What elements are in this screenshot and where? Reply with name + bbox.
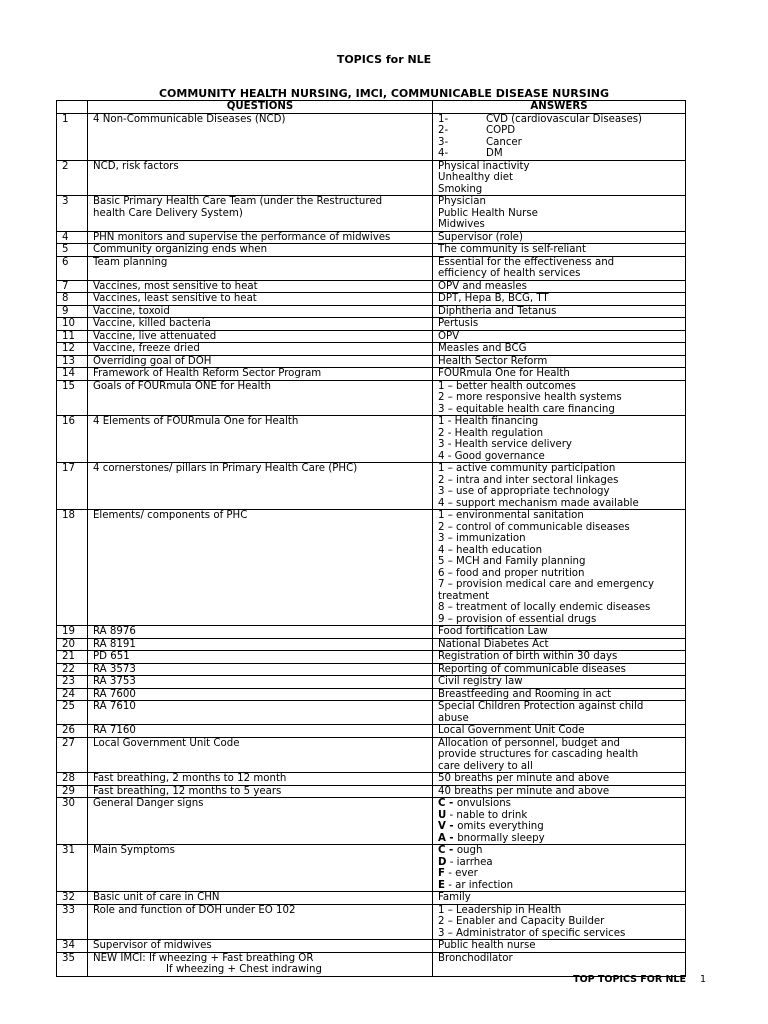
table-row xyxy=(57,510,686,626)
question-cell xyxy=(88,463,433,510)
answer-line: Public health nurse xyxy=(438,940,536,951)
section-title: COMMUNITY HEALTH NURSING, IMCI, COMMUNICABLE DISEASE NURSING xyxy=(158,87,610,100)
page-footer xyxy=(573,974,706,985)
question-line: Team planning xyxy=(93,256,168,268)
question-line: 4 cornerstones/ pillars in Primary Health Care (PHC) xyxy=(93,463,358,474)
table-row xyxy=(57,368,686,381)
answer-line: FOURmula One for Health xyxy=(438,368,570,379)
answer-line: Registration of birth within 30 days xyxy=(438,651,618,662)
answer-line: 8 – treatment of locally endemic diseases xyxy=(438,602,651,613)
question-cell xyxy=(88,651,433,664)
question-line: Local Government Unit Code xyxy=(93,737,240,749)
question-line: Basic unit of care in CHN xyxy=(93,892,220,903)
mnemonic-letter: E xyxy=(438,879,445,891)
table-row xyxy=(57,663,686,676)
question-cell xyxy=(88,773,433,786)
question-cell xyxy=(88,380,433,416)
answer-line: 7 – provision medical care and emergency xyxy=(438,579,655,590)
row-number: 8 xyxy=(57,293,88,306)
question-cell xyxy=(88,318,433,331)
question-line: PD 651 xyxy=(93,651,130,662)
question-line: Vaccines, least sensitive to heat xyxy=(93,293,257,304)
answer-line: Unhealthy diet xyxy=(438,172,513,183)
answer-cell xyxy=(433,676,686,689)
mnemonic-rest: onvulsions xyxy=(456,798,511,809)
answer-cell xyxy=(433,892,686,905)
table-row xyxy=(57,676,686,689)
question-line: RA 7160 xyxy=(93,725,136,736)
answer-line: Physical inactivity xyxy=(438,160,530,172)
row-number: 34 xyxy=(57,940,88,953)
question-line: RA 3753 xyxy=(93,676,136,687)
table-row xyxy=(57,626,686,639)
table-row xyxy=(57,892,686,905)
row-number: 27 xyxy=(57,737,88,773)
question-line: RA 8191 xyxy=(93,638,136,650)
answer-line xyxy=(438,114,685,126)
answer-line: 1 - Health financing xyxy=(438,416,539,427)
answer-line: Allocation of personnel, budget and xyxy=(438,737,620,749)
table-row xyxy=(57,280,686,293)
table-row xyxy=(57,293,686,306)
question-line: Community organizing ends when xyxy=(93,244,268,255)
question-cell xyxy=(88,343,433,356)
question-line: RA 7600 xyxy=(93,688,136,700)
table-row xyxy=(57,343,686,356)
row-number: 16 xyxy=(57,416,88,463)
answer-line xyxy=(438,880,685,892)
question-line: 4 Non-Communicable Diseases (NCD) xyxy=(93,113,286,125)
question-cell xyxy=(88,256,433,280)
answer-cell xyxy=(433,463,686,510)
mnemonic-letter: D xyxy=(438,856,447,868)
table-row xyxy=(57,416,686,463)
question-cell xyxy=(88,244,433,257)
mnemonic-rest: - ar infection xyxy=(444,879,514,891)
answer-line: 50 breaths per minute and above xyxy=(438,773,610,784)
question-line: Vaccines, most sensitive to heat xyxy=(93,280,258,292)
question-cell xyxy=(88,638,433,651)
question-cell xyxy=(88,355,433,368)
answer-line: provide structures for cascading health xyxy=(438,749,639,760)
answer-line: 4 – health education xyxy=(438,544,543,556)
question-line: Supervisor of midwives xyxy=(93,940,212,951)
question-line: 4 Elements of FOURmula One for Health xyxy=(93,416,299,427)
row-number: 18 xyxy=(57,510,88,626)
footer-text: TOP TOPICS FOR NLE xyxy=(573,974,686,985)
answer-line xyxy=(438,821,685,833)
row-number: 11 xyxy=(57,330,88,343)
answer-line: Midwives xyxy=(438,219,485,230)
row-number: 13 xyxy=(57,355,88,368)
row-number: 29 xyxy=(57,785,88,798)
table-row xyxy=(57,380,686,416)
row-number: 33 xyxy=(57,904,88,940)
row-number: 21 xyxy=(57,651,88,664)
answer-line: Supervisor (role) xyxy=(438,231,523,243)
mnemonic-letter: U xyxy=(438,809,447,821)
answer-cell xyxy=(433,688,686,701)
table-row xyxy=(57,256,686,280)
answer-line: Family xyxy=(438,892,471,903)
answer-line: Bronchodilator xyxy=(438,952,513,964)
answer-line: Pertusis xyxy=(438,318,479,329)
answer-line: 9 – provision of essential drugs xyxy=(438,613,597,625)
answer-line: efficiency of health services xyxy=(438,268,581,279)
answer-line xyxy=(438,857,685,869)
question-line: Overriding goal of DOH xyxy=(93,355,212,367)
answer-cell xyxy=(433,318,686,331)
answer-cell xyxy=(433,280,686,293)
question-cell xyxy=(88,293,433,306)
mnemonic-rest: - ever xyxy=(444,868,478,879)
row-number: 5 xyxy=(57,244,88,257)
answer-line: Food fortification Law xyxy=(438,626,548,637)
answer-cell xyxy=(433,256,686,280)
question-line: RA 8976 xyxy=(93,626,136,637)
answer-cell xyxy=(433,952,686,976)
answer-cell xyxy=(433,305,686,318)
answer-line: 3 - Health service delivery xyxy=(438,439,572,450)
answer-line: treatment xyxy=(438,590,490,602)
row-number: 9 xyxy=(57,305,88,318)
question-cell xyxy=(88,416,433,463)
row-number: 15 xyxy=(57,380,88,416)
answer-line: OPV and measles xyxy=(438,280,527,292)
answer-line xyxy=(438,845,685,857)
table-row xyxy=(57,798,686,845)
answer-line xyxy=(438,148,685,160)
table-body xyxy=(57,113,686,976)
question-line: NCD, risk factors xyxy=(93,160,179,172)
answer-cell xyxy=(433,330,686,343)
answer-line: Reporting of communicable diseases xyxy=(438,663,626,675)
answer-cell xyxy=(433,231,686,244)
answer-line: National Diabetes Act xyxy=(438,638,549,650)
table-row xyxy=(57,638,686,651)
table-row xyxy=(57,701,686,725)
answer-line: 3 – immunization xyxy=(438,533,526,544)
mnemonic-rest: ough xyxy=(456,845,483,856)
table-row xyxy=(57,355,686,368)
question-cell xyxy=(88,798,433,845)
answer-line: 2 - Health regulation xyxy=(438,427,544,439)
question-line: Framework of Health Reform Sector Program xyxy=(93,368,322,379)
answer-cell xyxy=(433,725,686,738)
row-number: 14 xyxy=(57,368,88,381)
answer-line: 2 – more responsive health systems xyxy=(438,392,622,403)
answer-line: 5 – MCH and Family planning xyxy=(438,556,586,567)
table-row xyxy=(57,904,686,940)
question-cell xyxy=(88,952,433,976)
answer-line: 4 – support mechanism made available xyxy=(438,497,639,509)
table-row xyxy=(57,244,686,257)
question-line: RA 7610 xyxy=(93,701,136,712)
row-number: 23 xyxy=(57,676,88,689)
question-line: NEW IMCI: If wheezing + Fast breathing OR xyxy=(93,952,314,964)
row-number: 22 xyxy=(57,663,88,676)
answers-column-header: ANSWERS xyxy=(433,101,686,114)
answer-line: 3 – use of appropriate technology xyxy=(438,486,610,497)
answer-line: Physician xyxy=(438,196,486,207)
answer-line: 1 – environmental sanitation xyxy=(438,510,584,521)
question-cell xyxy=(88,231,433,244)
answer-line: 6 – food and proper nutrition xyxy=(438,567,585,579)
answer-line: care delivery to all xyxy=(438,760,533,772)
question-cell xyxy=(88,113,433,160)
row-number: 17 xyxy=(57,463,88,510)
answer-cell xyxy=(433,380,686,416)
answer-line: Diphtheria and Tetanus xyxy=(438,305,557,317)
question-cell xyxy=(88,940,433,953)
table-row xyxy=(57,318,686,331)
answer-line: Special Children Protection against child xyxy=(438,701,644,712)
question-cell xyxy=(88,330,433,343)
row-number: 24 xyxy=(57,688,88,701)
question-cell xyxy=(88,785,433,798)
row-number: 26 xyxy=(57,725,88,738)
question-line: PHN monitors and supervise the performance of midwives xyxy=(93,231,391,243)
row-number: 1 xyxy=(57,113,88,160)
answer-line xyxy=(438,798,685,810)
table-row xyxy=(57,952,686,976)
question-line: Fast breathing, 12 months to 5 years xyxy=(93,785,282,797)
mnemonic-rest: - iarrhea xyxy=(446,856,493,868)
mnemonic-letter: F xyxy=(438,868,445,879)
answer-line: Health Sector Reform xyxy=(438,355,548,367)
row-number: 4 xyxy=(57,231,88,244)
answer-cell xyxy=(433,785,686,798)
question-line: health Care Delivery System) xyxy=(93,207,243,219)
question-cell xyxy=(88,280,433,293)
question-cell xyxy=(88,701,433,725)
answer-cell xyxy=(433,663,686,676)
answer-line xyxy=(438,833,685,845)
answer-item-text: DM xyxy=(486,148,503,159)
row-number: 10 xyxy=(57,318,88,331)
question-line: Role and function of DOH under EO 102 xyxy=(93,904,296,916)
answer-line: Public Health Nurse xyxy=(438,207,538,219)
answer-line xyxy=(438,137,685,149)
answer-item-text: CVD (cardiovascular Diseases) xyxy=(486,113,643,125)
row-number: 7 xyxy=(57,280,88,293)
row-number: 25 xyxy=(57,701,88,725)
answer-line xyxy=(438,125,685,137)
mnemonic-rest: bnormally sleepy xyxy=(457,832,545,844)
answer-line: 40 breaths per minute and above xyxy=(438,785,610,797)
answer-cell xyxy=(433,196,686,232)
answer-cell xyxy=(433,244,686,257)
answer-line: 1 – Leadership in Health xyxy=(438,904,562,916)
topics-table xyxy=(56,100,686,977)
mnemonic-letter: C - xyxy=(438,798,457,809)
question-cell xyxy=(88,892,433,905)
row-number: 20 xyxy=(57,638,88,651)
question-line: RA 3573 xyxy=(93,663,136,675)
answer-cell xyxy=(433,368,686,381)
table-row xyxy=(57,651,686,664)
answer-cell xyxy=(433,651,686,664)
question-cell xyxy=(88,510,433,626)
question-cell xyxy=(88,663,433,676)
question-line: Goals of FOURmula ONE for Health xyxy=(93,380,271,392)
row-number: 31 xyxy=(57,845,88,892)
question-line: Fast breathing, 2 months to 12 month xyxy=(93,773,287,784)
answer-cell xyxy=(433,940,686,953)
table-row xyxy=(57,785,686,798)
page-title: TOPICS for NLE xyxy=(336,53,432,66)
answer-line: 2 – intra and inter sectoral linkages xyxy=(438,474,619,486)
answer-line: 3 – equitable health care financing xyxy=(438,403,615,415)
answer-line: Essential for the effectiveness and xyxy=(438,256,615,268)
row-number: 19 xyxy=(57,626,88,639)
table-row xyxy=(57,463,686,510)
question-cell xyxy=(88,305,433,318)
question-cell xyxy=(88,368,433,381)
answer-cell xyxy=(433,355,686,368)
mnemonic-letter: A - xyxy=(438,832,458,844)
table-row xyxy=(57,940,686,953)
answer-cell xyxy=(433,160,686,196)
row-number: 35 xyxy=(57,952,88,976)
answer-line: Breastfeeding and Rooming in act xyxy=(438,688,612,700)
answer-line: Measles and BCG xyxy=(438,343,527,354)
mnemonic-letter: C - xyxy=(438,845,457,856)
answer-cell xyxy=(433,904,686,940)
number-column-header xyxy=(57,101,88,114)
row-number: 3 xyxy=(57,196,88,232)
answer-line: 4 - Good governance xyxy=(438,450,545,462)
answer-cell xyxy=(433,638,686,651)
mnemonic-letter: V - xyxy=(438,821,458,832)
question-line: General Danger signs xyxy=(93,798,204,809)
question-cell xyxy=(88,196,433,232)
question-cell xyxy=(88,904,433,940)
row-number: 30 xyxy=(57,798,88,845)
mnemonic-rest: - nable to drink xyxy=(446,809,528,821)
questions-column-header: QUESTIONS xyxy=(88,101,433,114)
table-header-row xyxy=(57,101,686,114)
answer-cell xyxy=(433,845,686,892)
table-row xyxy=(57,305,686,318)
mnemonic-rest: omits everything xyxy=(457,821,544,832)
answer-cell xyxy=(433,416,686,463)
answer-line: 1 – better health outcomes xyxy=(438,380,576,392)
question-cell xyxy=(88,676,433,689)
question-line: Vaccine, live attenuated xyxy=(93,330,217,342)
answer-line: Smoking xyxy=(438,183,483,195)
table-row xyxy=(57,773,686,786)
table-row xyxy=(57,196,686,232)
answer-cell xyxy=(433,737,686,773)
answer-cell xyxy=(433,701,686,725)
row-number: 28 xyxy=(57,773,88,786)
table-row xyxy=(57,725,686,738)
answer-item-number: 4- xyxy=(438,148,449,159)
table-row xyxy=(57,330,686,343)
answer-item-number: 1- xyxy=(438,113,449,125)
question-line: Vaccine, toxoid xyxy=(93,305,170,317)
answer-item-number: 3- xyxy=(438,136,449,148)
table-row xyxy=(57,845,686,892)
answer-line: OPV xyxy=(438,330,460,342)
answer-line: Local Government Unit Code xyxy=(438,725,585,736)
answer-cell xyxy=(433,510,686,626)
question-cell xyxy=(88,160,433,196)
answer-line: 2 – Enabler and Capacity Builder xyxy=(438,916,605,927)
question-line: Vaccine, freeze dried xyxy=(93,343,200,354)
answer-cell xyxy=(433,626,686,639)
question-cell xyxy=(88,688,433,701)
page-number: 1 xyxy=(699,974,706,985)
answer-line: abuse xyxy=(438,712,469,724)
table-row xyxy=(57,231,686,244)
table-row xyxy=(57,160,686,196)
answer-cell xyxy=(433,798,686,845)
answer-item-text: Cancer xyxy=(486,136,522,148)
answer-item-number: 2- xyxy=(438,125,449,136)
answer-line: 3 – Administrator of specific services xyxy=(438,927,626,939)
question-line: If wheezing + Chest indrawing xyxy=(166,964,322,975)
table-row xyxy=(57,113,686,160)
answer-line: DPT, Hepa B, BCG, TT xyxy=(438,293,549,304)
question-line: Main Symptoms xyxy=(93,845,175,856)
row-number: 32 xyxy=(57,892,88,905)
table-row xyxy=(57,737,686,773)
question-cell xyxy=(88,845,433,892)
answer-item-text: COPD xyxy=(486,125,516,136)
answer-line xyxy=(438,810,685,822)
answer-line: 1 – active community participation xyxy=(438,463,616,474)
question-line: Basic Primary Health Care Team (under the Restructured xyxy=(93,196,383,207)
answer-cell xyxy=(433,113,686,160)
question-line: Elements/ components of PHC xyxy=(93,510,248,521)
answer-line: Civil registry law xyxy=(438,676,523,687)
answer-cell xyxy=(433,343,686,356)
row-number: 12 xyxy=(57,343,88,356)
answer-line: The community is self-reliant xyxy=(438,244,586,255)
question-cell xyxy=(88,725,433,738)
answer-cell xyxy=(433,293,686,306)
row-number: 6 xyxy=(57,256,88,280)
table-row xyxy=(57,688,686,701)
question-line: Vaccine, killed bacteria xyxy=(93,318,211,329)
question-cell xyxy=(88,626,433,639)
answer-line: 2 – control of communicable diseases xyxy=(438,521,630,533)
question-cell xyxy=(88,737,433,773)
row-number: 2 xyxy=(57,160,88,196)
answer-cell xyxy=(433,773,686,786)
answer-line xyxy=(438,868,685,880)
